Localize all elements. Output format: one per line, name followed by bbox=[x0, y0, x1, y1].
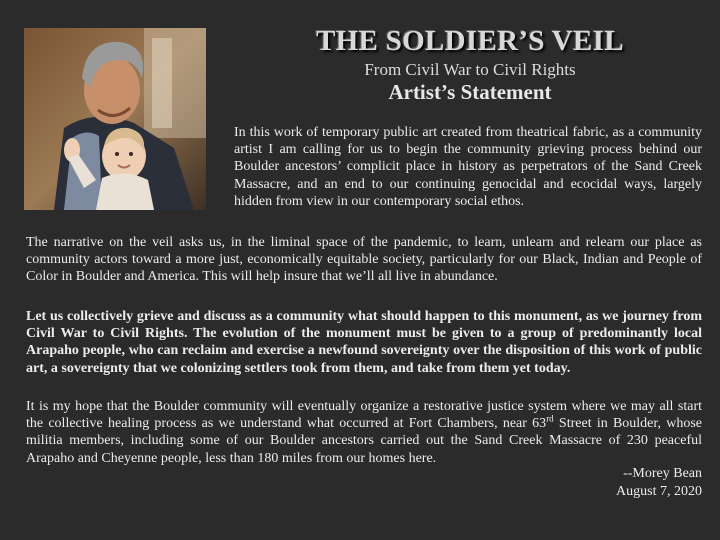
statement-paragraph-3: Let us collectively grieve and discuss as a community what should happen to this monument, as we journey from Civil War to Civil Rights. The evolution of the monument must be given to a group of predominantly local Arapaho people, who can reclaim and exercise a newfound sovereignty over the disposition of this work of public art, a sovereignty that we colonizing settlers took from them, and take from them yet today. bbox=[26, 309, 702, 376]
artist-photo bbox=[24, 28, 206, 210]
statement-paragraph-2: The narrative on the veil asks us, in the liminal space of the pandemic, to learn, unlearn and relearn our place as community actors toward a more just, economically equitable society, particularly for our Black, Indian and People of Color in Boulder and America. This will help insure that we’ll all live in abundance. bbox=[26, 235, 702, 285]
page-title: THE SOLDIER’S VEIL bbox=[316, 25, 624, 57]
statement-heading: Artist’s Statement bbox=[388, 80, 552, 104]
paragraph-4-text-end: Street in Boulder, whose militia members, including some of our Boulder ancestors carried out the Sand Creek Massacre of 230 peaceful Arapaho and Cheyenne people, less than 180 miles from our homes here. bbox=[26, 416, 702, 466]
statement-paragraph-1: In this work of temporary public art created from theatrical fabric, as a community artist I am calling for us to begin the community grieving process behind our Boulder ancestors’ complicit place in history as perpetrators of the Sand Creek Massacre, and an end to our continuing genocidal and ecocidal ways, largely hidden from view in our contemporary social ethos. bbox=[234, 125, 702, 209]
artist-photo-illustration bbox=[24, 28, 206, 210]
signature-name: --Morey Bean bbox=[623, 466, 702, 481]
signature-date: August 7, 2020 bbox=[616, 484, 702, 499]
paragraph-4-text-start: It is my hope that the Boulder community will eventually organize a restorative justice system where we may all start the collective healing process as we understand what occurred at Fort Chambers, near 63 bbox=[26, 399, 702, 432]
ordinal-suffix: rd bbox=[546, 413, 554, 424]
page-subtitle: From Civil War to Civil Rights bbox=[364, 60, 576, 79]
signature-block bbox=[616, 465, 702, 501]
statement-paragraph-4 bbox=[26, 398, 702, 467]
header bbox=[230, 24, 710, 105]
